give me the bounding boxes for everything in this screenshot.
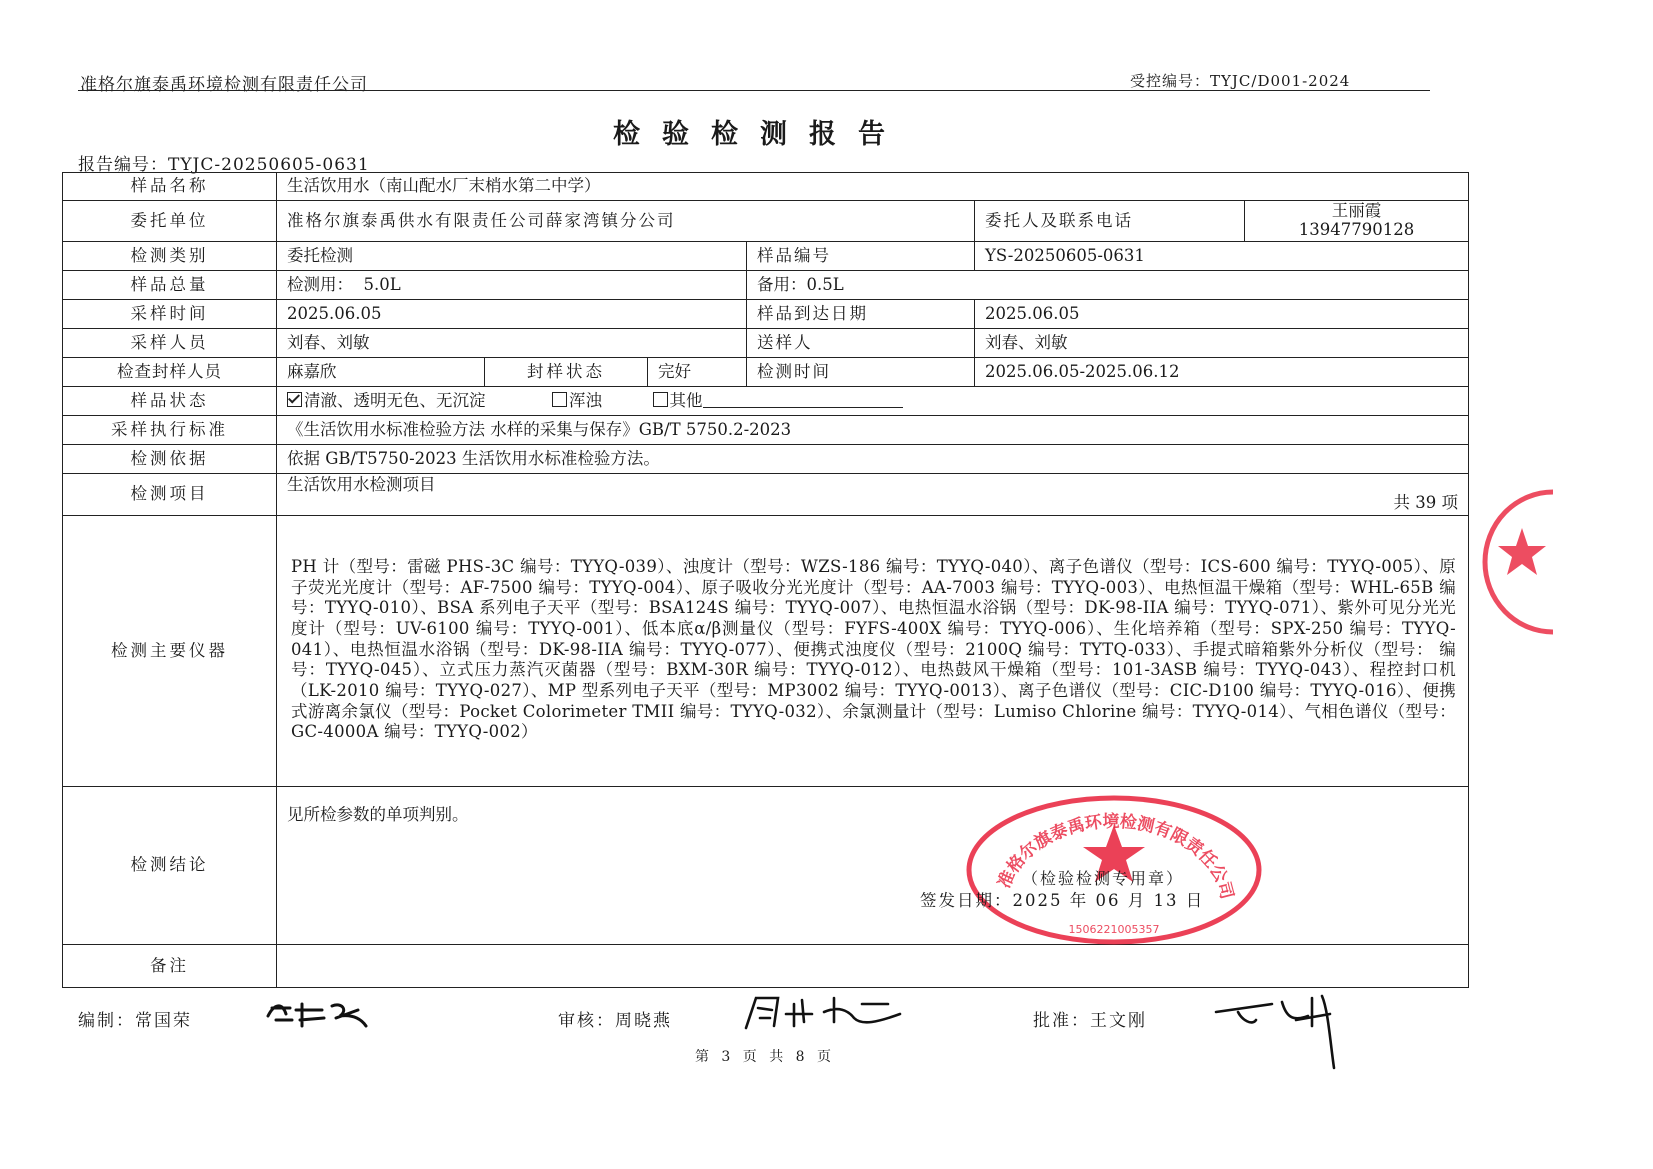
row-client — [63, 201, 1469, 242]
label-test-type: 检测类别 — [63, 242, 277, 271]
row-remarks — [63, 945, 1469, 988]
reviewed-signature — [738, 992, 908, 1034]
items-name: 生活饮用水检测项目 — [287, 475, 436, 494]
conclusion-text: 见所检参数的单项判别。 — [287, 805, 469, 824]
label-sample-name: 样品名称 — [63, 173, 277, 201]
header-divider — [78, 90, 1430, 91]
row-seal — [63, 358, 1469, 387]
option-clear: 清澈、透明无色、无沉淀 — [304, 390, 486, 410]
row-samplers — [63, 329, 1469, 358]
items-total: 共 39 项 — [1393, 492, 1458, 512]
option-other: 其他 — [669, 390, 703, 410]
contact-phone: 13947790128 — [1298, 220, 1415, 239]
page-number: 第 3 页 共 8 页 — [694, 1049, 836, 1065]
row-test-type — [63, 242, 1469, 271]
checkbox-clear — [287, 392, 302, 407]
value-sampling-standard: 《生活饮用水标准检验方法 水样的采集与保存》GB/T 5750.2-2023 — [277, 416, 1469, 445]
label-samplers: 采样人员 — [63, 329, 277, 358]
label-sampling-time: 采样时间 — [63, 300, 277, 329]
edge-seal-partial — [1478, 488, 1553, 636]
value-sample-state — [277, 387, 1469, 416]
value-conclusion — [277, 787, 1469, 945]
reviewed-by: 审核：周晓燕 — [558, 1011, 672, 1031]
row-quantity — [63, 271, 1469, 300]
value-quantity: 检测用： 5.0L — [277, 271, 747, 300]
report-number: 报告编号：TYJC-20250605-0631 — [78, 155, 370, 175]
label-sample-no: 样品编号 — [747, 242, 975, 271]
checkbox-other — [653, 392, 668, 407]
value-basis: 依据 GB/T5750-2023 生活饮用水标准检验方法。 — [277, 445, 1469, 474]
label-seal-status: 封样状态 — [485, 358, 648, 387]
value-test-time: 2025.06.05-2025.06.12 — [975, 358, 1469, 387]
value-reserve: 备用：0.5L — [747, 271, 1469, 300]
value-arrival: 2025.06.05 — [975, 300, 1469, 329]
issue-date: 签发日期：2025 年 06 月 13 日 — [920, 891, 1205, 910]
label-basis: 检测依据 — [63, 445, 277, 474]
value-sample-name: 生活饮用水（南山配水厂末梢水第二中学） — [277, 173, 1469, 201]
label-test-time: 检测时间 — [747, 358, 975, 387]
value-contact — [1245, 201, 1469, 242]
report-title: 检验检测报告 — [613, 119, 907, 150]
prepared-signature — [262, 996, 372, 1032]
label-contact: 委托人及联系电话 — [975, 201, 1245, 242]
label-instruments: 检测主要仪器 — [63, 516, 277, 787]
control-number: 受控编号：TYJC/D001-2024 — [1130, 72, 1351, 90]
row-basis — [63, 445, 1469, 474]
prepared-by: 编制：常国荣 — [78, 1011, 192, 1031]
label-items: 检测项目 — [63, 474, 277, 516]
label-sample-state: 样品状态 — [63, 387, 277, 416]
row-sample-name — [63, 173, 1469, 201]
other-blank-line — [703, 393, 903, 408]
label-remarks: 备注 — [63, 945, 277, 988]
value-sender: 刘春、刘敏 — [975, 329, 1469, 358]
value-test-type: 委托检测 — [277, 242, 747, 271]
row-sampling-standard — [63, 416, 1469, 445]
value-sampling-time: 2025.06.05 — [277, 300, 747, 329]
value-seal-status: 完好 — [648, 358, 747, 387]
value-seal-person: 麻嘉欣 — [277, 358, 485, 387]
approved-by: 批准：王文刚 — [1033, 1011, 1147, 1031]
edge-seal-star-icon — [1498, 528, 1546, 575]
label-sampling-standard: 采样执行标准 — [63, 416, 277, 445]
value-sample-no: YS-20250605-0631 — [975, 242, 1469, 271]
seal-ring-text: 准格尔旗泰禹环境检测有限责任公司 — [994, 811, 1237, 902]
row-sampling-time — [63, 300, 1469, 329]
seal-number: 1506221005357 — [1068, 923, 1160, 936]
value-remarks — [277, 945, 1469, 988]
option-turbid: 浑浊 — [569, 390, 602, 410]
label-client: 委托单位 — [63, 201, 277, 242]
seal-caption: （检验检测专用章） — [1022, 869, 1185, 888]
label-sender: 送样人 — [747, 329, 975, 358]
value-samplers: 刘春、刘敏 — [277, 329, 747, 358]
row-instruments — [63, 516, 1469, 787]
checkbox-turbid — [552, 392, 567, 407]
company-header: 准格尔旗泰禹环境检测有限责任公司 — [80, 75, 368, 95]
value-items — [277, 474, 1469, 516]
value-instruments: PH 计（型号：雷磁 PHS-3C 编号：TYYQ-039）、浊度计（型号：WZS-186 编号：TYYQ-040）、离子色谱仪（型号：ICS-600 编号：TYYQ-005）、原子荧光光度计（型号：AF-7500 编号：TYYQ-004）、原子吸收分光光度计（型号：AA-7003 编号：TYYQ-003）、电热恒温干燥箱（型号：WHL-65B 编号：TYYQ-010）、BSA 系列电子天平（型号：BSA124S 编号：TYYQ-007）、电热恒温水浴锅（型号：DK-98-IIA 编号：TYYQ-071）、紫外可见分光光度计（型号：UV-6100 编号：TYYQ-001）、低本底α/β测量仪（型号：FYFS-400X 编号：TYYQ-006）、生化培养箱（型号：SPX-250 编号：TYYQ-041）、电热恒温水浴锅（型号：DK-98-IIA 编号：TYYQ-077）、便携式浊度仪（型号：2100Q 编号：TYTQ-033）、手提式暗箱紫外分析仪（型号： 编号：TYYQ-045）、立式压力蒸汽灭菌器（型号：BXM-30R 编号：TYYQ-012）、电热鼓风干燥箱（型号：101-3ASB 编号：TYYQ-043）、程控封口机（LK-2010 编号：TYYQ-027）、MP 型系列电子天平（型号：MP3002 编号：TYYQ-0013）、离子色谱仪（型号：CIC-D100 编号：TYYQ-016）、便携式游离余氯仪（型号：Pocket Colorimeter TMII 编号：TYYQ-032）、余氯测量计（型号：Lumiso Chlorine 编号：TYYQ-014）、气相色谱仪（型号：GC-4000A 编号：TYYQ-002） — [277, 516, 1469, 787]
label-seal-person: 检查封样人员 — [63, 358, 277, 387]
contact-name: 王丽霞 — [1331, 201, 1382, 221]
label-arrival: 样品到达日期 — [747, 300, 975, 329]
row-items — [63, 474, 1469, 516]
label-quantity: 样品总量 — [63, 271, 277, 300]
label-conclusion: 检测结论 — [63, 787, 277, 945]
value-client: 准格尔旗泰禹供水有限责任公司薛家湾镇分公司 — [277, 201, 975, 242]
row-sample-state — [63, 387, 1469, 416]
